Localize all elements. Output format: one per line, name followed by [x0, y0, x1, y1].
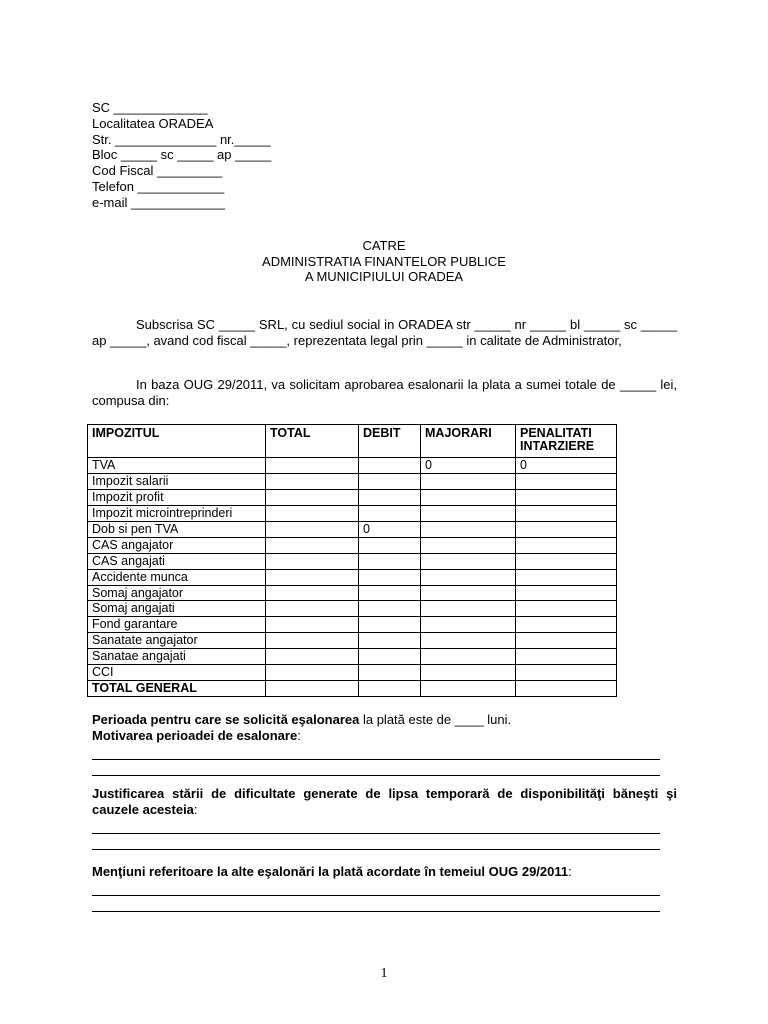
amount-cell	[516, 473, 617, 489]
amount-cell	[359, 649, 421, 665]
header-line-block: Bloc _____ sc _____ ap _____	[92, 147, 272, 163]
amount-cell	[421, 665, 516, 681]
header-line-street: Str. ______________ nr._____	[92, 131, 271, 147]
amount-cell	[359, 489, 421, 505]
recipient-line-1: CATRE	[362, 238, 406, 253]
amount-cell	[266, 553, 359, 569]
tax-name-cell: TVA	[88, 458, 266, 474]
amount-cell	[421, 473, 516, 489]
amount-cell	[266, 601, 359, 617]
justification-text	[92, 786, 677, 818]
amount-cell	[516, 649, 617, 665]
amount-cell	[359, 473, 421, 489]
tax-table	[87, 424, 617, 697]
table-row	[88, 649, 617, 665]
amount-cell	[516, 537, 617, 553]
mentions-colon: :	[568, 864, 572, 879]
tax-name-cell: Impozit salarii	[88, 473, 266, 489]
amount-cell	[266, 633, 359, 649]
table-row	[88, 569, 617, 585]
amount-cell	[516, 681, 617, 697]
recipient-block	[0, 238, 768, 285]
tax-name-cell: CCI	[88, 665, 266, 681]
amount-cell	[516, 505, 617, 521]
table-row	[88, 458, 617, 474]
request-paragraph	[92, 377, 677, 409]
amount-cell	[421, 649, 516, 665]
amount-cell	[516, 665, 617, 681]
tax-table-header-row	[88, 425, 617, 458]
amount-cell	[421, 601, 516, 617]
mentions-text	[92, 864, 662, 880]
request-paragraph-text: In baza OUG 29/2011, va solicitam aprobarea esalonarii la plata a sumei totale de _____ lei, compusa din:	[92, 377, 677, 408]
table-row	[88, 617, 617, 633]
amount-cell	[359, 537, 421, 553]
header-line-email: e-mail _____________	[92, 194, 225, 210]
amount-cell	[359, 553, 421, 569]
table-row	[88, 633, 617, 649]
tax-name-cell: Somaj angajati	[88, 601, 266, 617]
justification-label: Justificarea stării de dificultate generate de lipsa temporară de disponibilităţi băneşti şi cauzele acesteia	[92, 786, 677, 817]
amount-cell	[421, 633, 516, 649]
table-row	[88, 489, 617, 505]
amount-cell	[359, 665, 421, 681]
amount-cell	[266, 585, 359, 601]
table-row	[88, 537, 617, 553]
intro-paragraph	[92, 317, 677, 349]
tax-name-cell: Fond garantare	[88, 617, 266, 633]
amount-cell	[359, 569, 421, 585]
mentions-section	[92, 864, 662, 912]
column-header: PENALITATI INTARZIERE	[516, 425, 617, 458]
column-header: TOTAL	[266, 425, 359, 458]
column-header: DEBIT	[359, 425, 421, 458]
amount-cell	[266, 537, 359, 553]
amount-cell: 0	[359, 521, 421, 537]
amount-cell	[266, 665, 359, 681]
blank-line	[92, 744, 660, 760]
amount-cell	[266, 617, 359, 633]
amount-cell	[359, 681, 421, 697]
header-line-sc: SC _____________	[92, 100, 208, 115]
amount-cell	[516, 569, 617, 585]
amount-cell	[421, 617, 516, 633]
recipient-line-3: A MUNICIPIULUI ORADEA	[304, 269, 464, 284]
period-section	[92, 712, 662, 776]
amount-cell: 0	[421, 458, 516, 474]
table-row	[88, 585, 617, 601]
amount-cell	[266, 521, 359, 537]
blank-line	[92, 880, 660, 896]
blank-line	[92, 760, 660, 776]
motivation-line	[92, 728, 662, 744]
blank-line	[92, 896, 660, 912]
tax-name-cell: CAS angajati	[88, 553, 266, 569]
recipient-line-2: ADMINISTRATIA FINANTELOR PUBLICE	[262, 253, 506, 269]
amount-cell	[516, 553, 617, 569]
tax-name-cell: Dob si pen TVA	[88, 521, 266, 537]
amount-cell	[359, 585, 421, 601]
justification-section	[92, 786, 677, 850]
table-row	[88, 665, 617, 681]
tax-name-cell: Sanatate angajator	[88, 633, 266, 649]
amount-cell	[421, 569, 516, 585]
table-row	[88, 505, 617, 521]
amount-cell	[421, 585, 516, 601]
tax-name-cell: TOTAL GENERAL	[88, 681, 266, 697]
amount-cell	[266, 681, 359, 697]
amount-cell	[359, 617, 421, 633]
amount-cell	[266, 489, 359, 505]
period-line	[92, 712, 662, 728]
tax-name-cell: Impozit profit	[88, 489, 266, 505]
blank-line	[92, 818, 660, 834]
motivation-colon: :	[297, 728, 301, 743]
amount-cell	[516, 633, 617, 649]
intro-paragraph-text: Subscrisa SC _____ SRL, cu sediul social in ORADEA str _____ nr _____ bl _____ sc _____ ap _____, avand cod fiscal _____, reprezentata legal prin _____ in calitate de Administrator,	[92, 317, 677, 348]
amount-cell	[516, 601, 617, 617]
amount-cell	[266, 569, 359, 585]
amount-cell	[359, 633, 421, 649]
amount-cell	[421, 537, 516, 553]
amount-cell	[516, 617, 617, 633]
tax-table-body	[88, 458, 617, 697]
tax-name-cell: Accidente munca	[88, 569, 266, 585]
amount-cell	[359, 458, 421, 474]
amount-cell	[516, 521, 617, 537]
justification-colon: :	[193, 802, 198, 817]
table-row	[88, 521, 617, 537]
mentions-label: Menţiuni referitoare la alte eşalonări la plată acordate în temeiul OUG 29/2011	[92, 864, 569, 879]
amount-cell	[359, 505, 421, 521]
tax-name-cell: CAS angajator	[88, 537, 266, 553]
table-row	[88, 473, 617, 489]
amount-cell	[266, 473, 359, 489]
amount-cell	[266, 649, 359, 665]
tax-name-cell: Somaj angajator	[88, 585, 266, 601]
amount-cell	[359, 601, 421, 617]
header-line-phone: Telefon ____________	[92, 178, 225, 194]
table-row	[88, 553, 617, 569]
table-row	[88, 681, 617, 697]
amount-cell	[421, 489, 516, 505]
tax-name-cell: Impozit microintreprinderi	[88, 505, 266, 521]
amount-cell	[516, 489, 617, 505]
table-row	[88, 601, 617, 617]
amount-cell	[421, 521, 516, 537]
motivation-label: Motivarea perioadei de esalonare	[92, 728, 298, 743]
amount-cell	[266, 505, 359, 521]
period-label: Perioada pentru care se solicită eşalonarea	[92, 712, 360, 727]
period-text: la plată este de ____ luni.	[359, 712, 512, 727]
header-line-fiscal-code: Cod Fiscal _________	[92, 163, 223, 179]
amount-cell	[421, 553, 516, 569]
column-header: IMPOZITUL	[88, 425, 266, 458]
amount-cell	[266, 458, 359, 474]
page-number: 1	[380, 966, 388, 981]
tax-name-cell: Sanatae angajati	[88, 649, 266, 665]
amount-cell	[421, 505, 516, 521]
blank-line	[92, 834, 660, 850]
header-line-locality: Localitatea ORADEA	[92, 115, 214, 131]
column-header: MAJORARI	[421, 425, 516, 458]
amount-cell: 0	[516, 458, 617, 474]
company-header-block	[92, 100, 271, 211]
amount-cell	[421, 681, 516, 697]
amount-cell	[516, 585, 617, 601]
